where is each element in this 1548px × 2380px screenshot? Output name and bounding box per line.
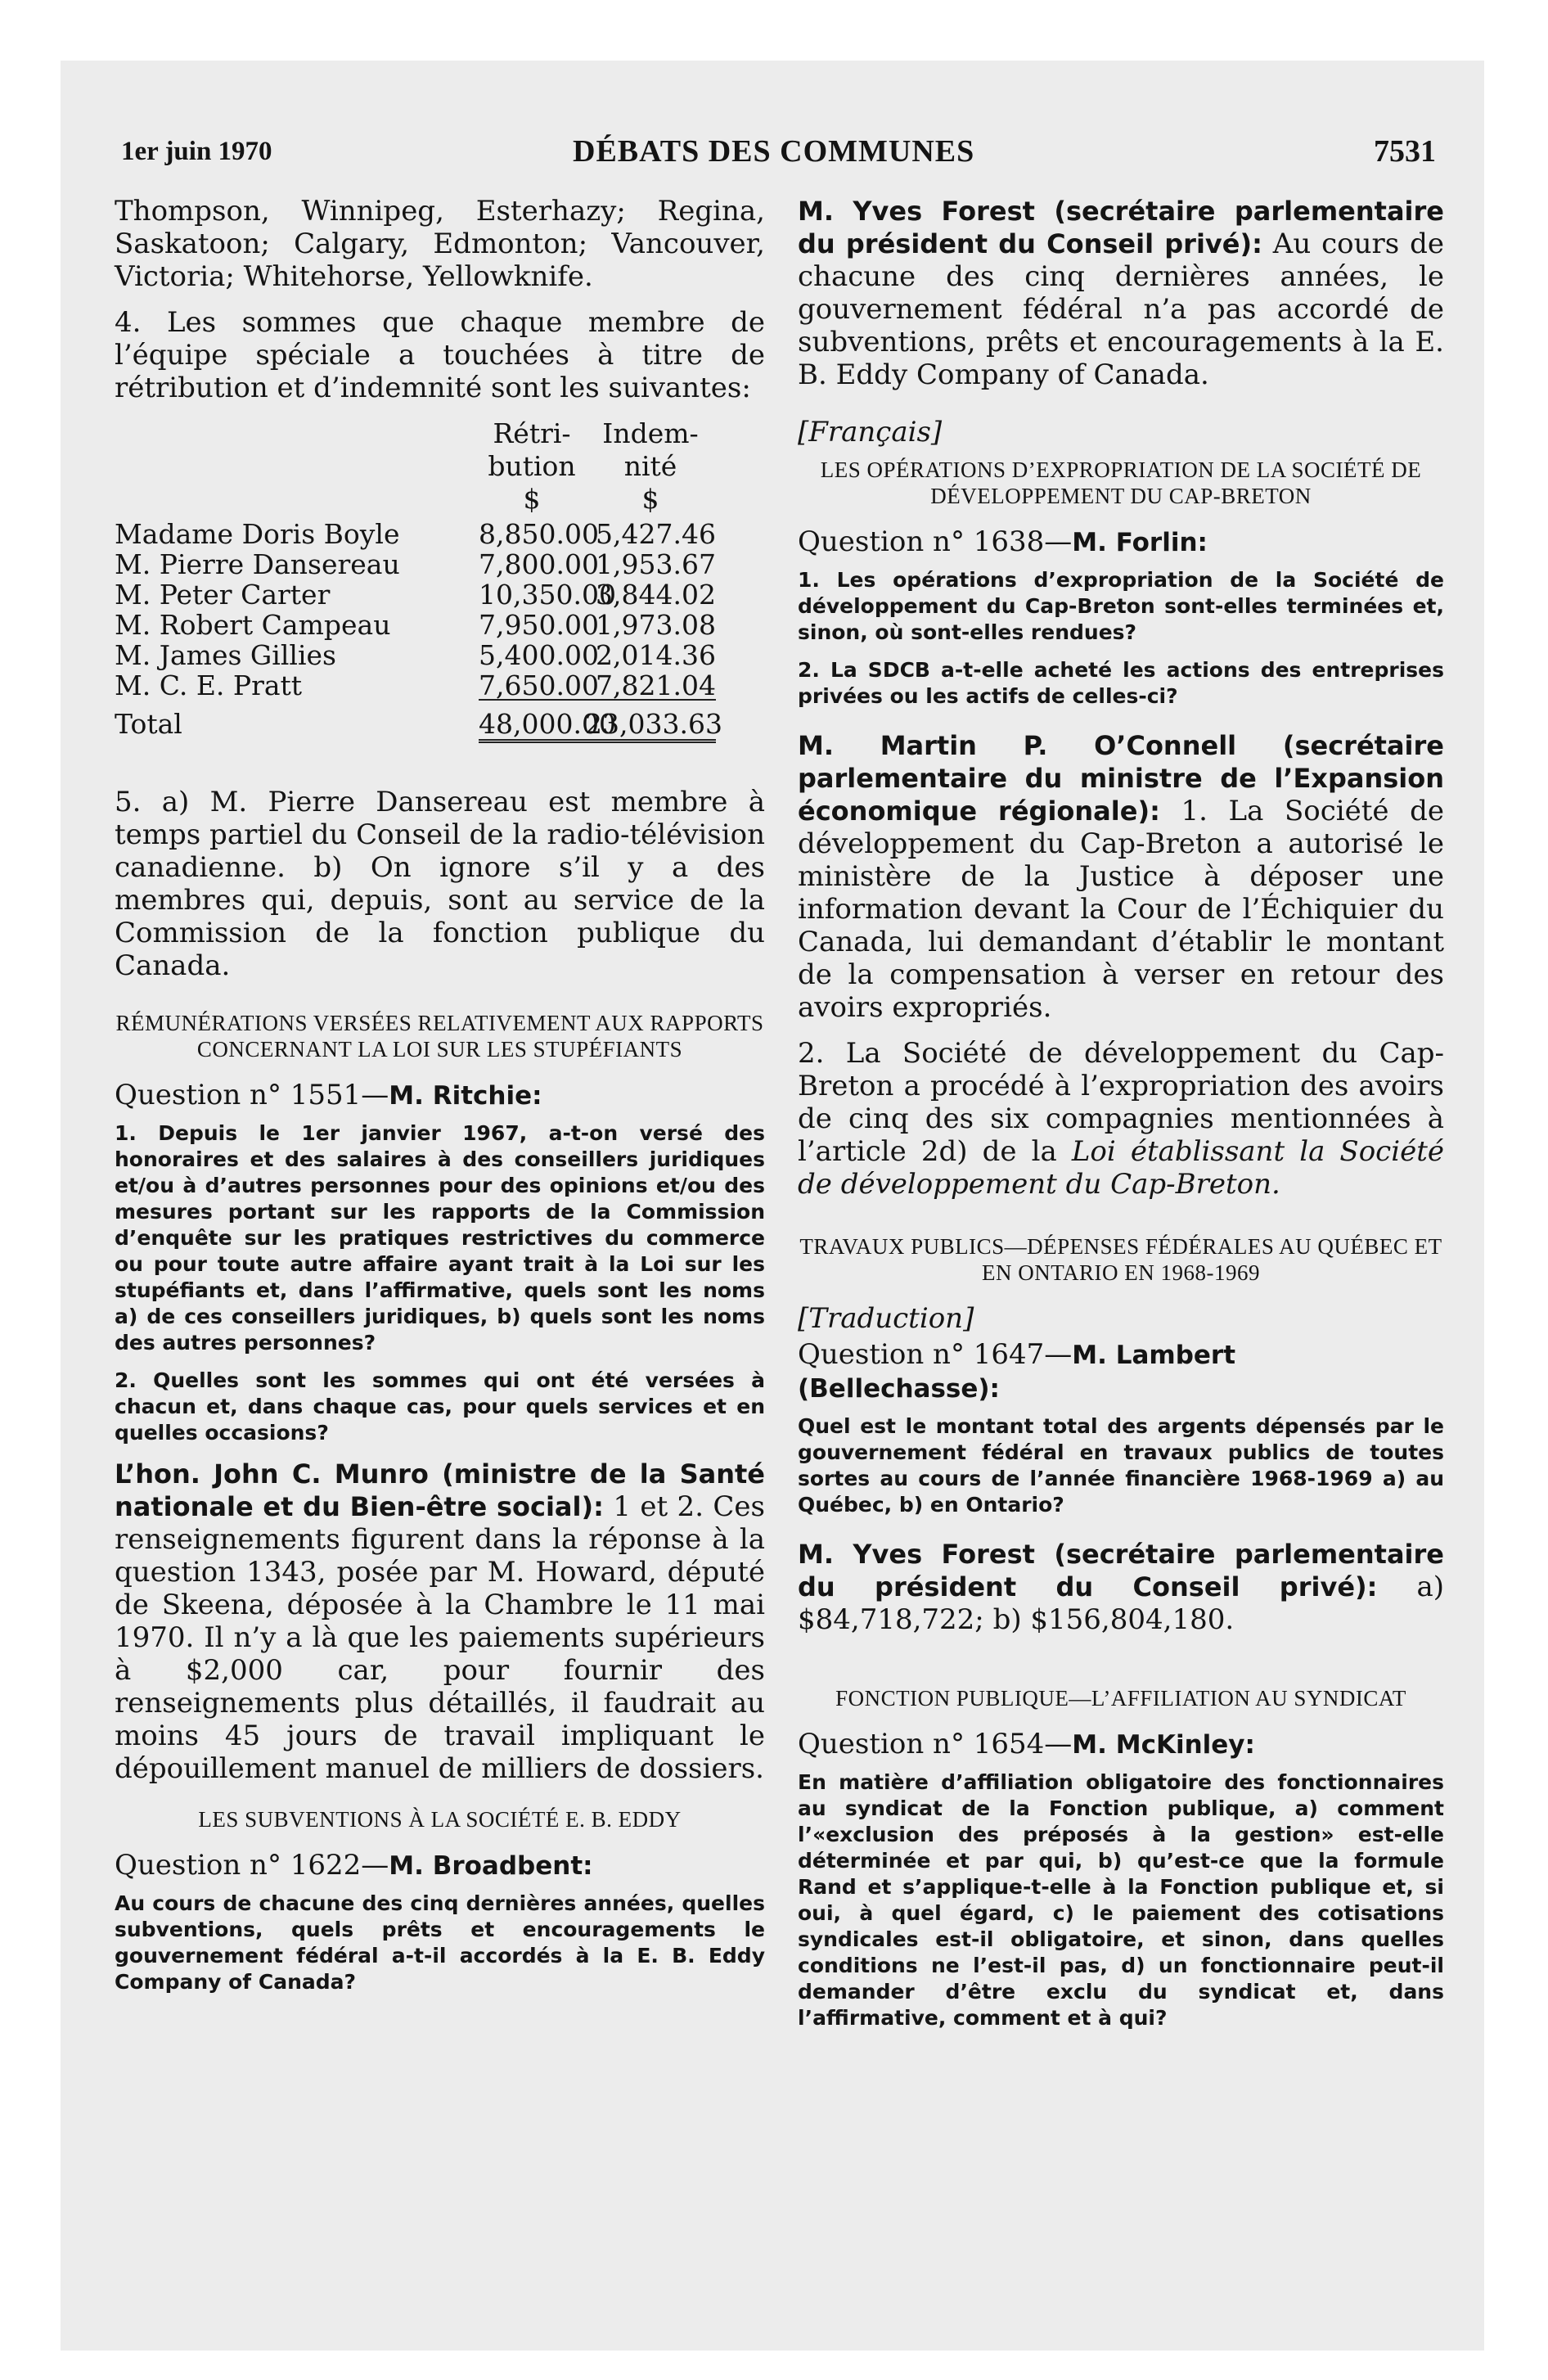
- law-title: Loi établissant la Société de développement du Cap-Breton.: [798, 1135, 1445, 1201]
- header-date: 1er juin 1970: [121, 137, 272, 166]
- total-indemnite: 23,033.63: [585, 705, 716, 743]
- row-retribution: 5,400.00: [479, 639, 599, 671]
- question-1638-part2: 2. La SDCB a-t-elle acheté les actions des entreprises privées ou les actifs de celles-ci?: [798, 658, 1444, 708]
- table-units: [115, 483, 765, 516]
- question-1638-part1: 1. Les opérations d’expropriation de la Société de développement du Cap-Breton sont-elles terminées et, sinon, où sont-elles rendues?: [798, 568, 1444, 644]
- row-indemnite: 1,973.08: [596, 609, 716, 641]
- answer-oconnell-2: 2. La Société de développement du Cap-Breton a procédé à l’expropriation des avoirs de cinq des six compagnies mentionnées à l’article 2d) de la Loi établissant la Société de développement du Cap-Breton.: [798, 1037, 1445, 1201]
- answer-oconnell: [798, 729, 1444, 1024]
- table-row: [115, 549, 765, 579]
- question-1654: [798, 1728, 1444, 1761]
- heading-fonction-publique: FONCTION PUBLIQUE—L’AFFILIATION AU SYNDICAT: [835, 1686, 1406, 1711]
- paragraph-5: 5. a) M. Pierre Dansereau est membre à temps partiel du Conseil de la radio-télévision canadienne. b) On ignore s’il y a des membres qui, depuis, sont au service de la Commission de la fonction publique du Canada.: [115, 786, 765, 982]
- question-1551: [115, 1079, 765, 1112]
- question-1647: [798, 1338, 1444, 1405]
- row-indemnite: 2,014.36: [596, 639, 716, 671]
- row-name: M. Pierre Dansereau: [115, 548, 400, 580]
- row-indemnite: 3,844.02: [596, 579, 716, 611]
- question-1551-part1: 1. Depuis le 1er janvier 1967, a-t-on versé des honoraires et des salaires à des conseillers juridiques et/ou à d’autres personnes pour des opinions et/ou des mesures portant sur les rapports de la Commission d’enquête sur les pratiques restrictives du commerce ou pour toute autre affaire ayant trait à la Loi sur les stupéfiants et, dans l’affirmative, quels sont les noms a) de ces conseillers juridiques, b) quels sont les noms des autres personnes?: [115, 1121, 765, 1355]
- col-unit-retribution: $: [523, 483, 541, 515]
- answer-oconnell-text1: 1. La Société de développement du Cap-Breton a autorisé le ministère de la Justice à déposer une information devant la Cour de l’Échiquier du Canada, lui demandant d’établir le montant de la compensation à verser en retour des avoirs expropriés.: [798, 795, 1444, 1024]
- question-1622: [115, 1849, 765, 1882]
- row-indemnite: 5,427.46: [596, 518, 716, 550]
- question-1654-text: En matière d’affiliation obligatoire des fonctionnaires au syndicat de la Fonction publique, a) comment l’«exclusion des préposés à la gestion» est-elle déterminée et par qui, b) qu’est-ce que la formule Rand et s’applique-t-elle à la Fonction publique et, si oui, à quel égard, c) le paiement des cotisations syndicales est-il obligatoire, et sinon, dans quelles conditions ne l’est-il pas, d) un fonctionnaire peut-il demander d’être exclu du syndicat et, dans l’affirmative, comment et à qui?: [798, 1770, 1444, 2030]
- language-francais: [Français]: [798, 416, 943, 449]
- question-member: M. Broadbent:: [389, 1851, 593, 1881]
- row-name: M. Peter Carter: [115, 579, 331, 611]
- question-label: Question n° 1638—: [798, 525, 1073, 558]
- col-unit-indemnite: $: [641, 483, 659, 515]
- row-name: Madame Doris Boyle: [115, 518, 400, 550]
- question-member: M. McKinley:: [1072, 1730, 1255, 1760]
- speaker-forest: M. Yves Forest (secrétaire parlementaire du président du Conseil privé):: [798, 1539, 1444, 1602]
- row-retribution: 8,850.00: [479, 518, 599, 550]
- right-column: [798, 195, 1444, 2043]
- table-row: [115, 610, 765, 640]
- heading-travaux: TRAVAUX PUBLICS—DÉPENSES FÉDÉRALES AU QUÉBEC ET EN ONTARIO EN 1968-1969: [799, 1234, 1442, 1285]
- question-member: M. Ritchie:: [389, 1081, 542, 1111]
- col-header-retribution: Rétri- bution: [488, 417, 576, 482]
- col-header-indemnite: Indem- nité: [602, 417, 699, 482]
- speaker-munro: L’hon. John C. Munro (ministre de la Santé nationale et du Bien-être social):: [115, 1458, 765, 1522]
- header-title: DÉBATS DES COMMUNES: [573, 134, 975, 169]
- total-label: Total: [115, 708, 182, 740]
- table-row: [115, 640, 765, 670]
- question-1647-text: Quel est le montant total des argents dépensés par le gouvernement fédéral en travaux publics de toutes sortes au cours de l’année financière 1968-1969 a) au Québec, b) en Ontario?: [798, 1414, 1444, 1517]
- row-name: M. C. E. Pratt: [115, 669, 303, 701]
- answer-forest-1-text: Au cours de chacune des cinq dernières années, le gouvernement fédéral n’a pas accordé de subventions, prêts et encouragements à la E. B. Eddy Company of Canada.: [798, 228, 1444, 391]
- question-label: Question n° 1551—: [115, 1079, 389, 1111]
- left-column: [115, 195, 765, 2007]
- answer-munro: [115, 1458, 765, 1785]
- header-page-number: 7531: [1374, 134, 1436, 169]
- question-member: M. Lambert (Bellechasse):: [798, 1341, 1236, 1404]
- table-total-row: [115, 705, 765, 743]
- total-retribution: 48,000.00: [479, 705, 585, 743]
- table-row: [115, 670, 765, 701]
- question-label: Question n° 1647—: [798, 1338, 1073, 1371]
- row-indemnite: 1,953.67: [596, 548, 716, 580]
- answer-forest-1: [798, 195, 1444, 391]
- payments-table: [115, 417, 765, 743]
- row-name: M. Robert Campeau: [115, 609, 391, 641]
- language-traduction: [Traduction]: [798, 1302, 974, 1335]
- paragraph-cities: Thompson, Winnipeg, Esterhazy; Regina, Saskatoon; Calgary, Edmonton; Vancouver, Victoria; Whitehorse, Yellowknife.: [115, 195, 765, 293]
- paragraph-4: 4. Les sommes que chaque membre de l’équipe spéciale a touchées à titre de rétribution et d’indemnité sont les suivantes:: [115, 306, 765, 404]
- answer-munro-text: 1 et 2. Ces renseignements figurent dans la réponse à la question 1343, posée par M. Howard, député de Skeena, déposée à la Chambre le 11 mai 1970. Il n’y a là que les paiements supérieurs à $2,000 car, pour fournir des renseignements plus détaillés, il faudrait au moins 45 jours de travail impliquant le dépouillement manuel de milliers de dossiers.: [115, 1490, 765, 1785]
- question-1551-part2: 2. Quelles sont les sommes qui ont été versées à chacun et, dans chaque cas, pour quels services et en quelles occasions?: [115, 1368, 765, 1445]
- row-retribution: 7,800.00: [479, 548, 599, 580]
- row-retribution: 7,650.00: [479, 669, 599, 701]
- row-retribution: 10,350.00: [479, 579, 616, 611]
- question-1638: [798, 525, 1444, 559]
- question-1622-text: Au cours de chacune des cinq dernières années, quelles subventions, quels prêts et encouragements le gouvernement fédéral a-t-il accordés à la E. B. Eddy Company of Canada?: [115, 1891, 765, 1994]
- question-member: M. Forlin:: [1072, 528, 1208, 557]
- speaker-oconnell: M. Martin P. O’Connell (secrétaire parlementaire du ministre de l’Expansion économique régionale):: [798, 730, 1444, 827]
- heading-eddy: LES SUBVENTIONS À LA SOCIÉTÉ E. B. EDDY: [198, 1807, 682, 1832]
- row-name: M. James Gillies: [115, 639, 336, 671]
- heading-expropriation: LES OPÉRATIONS D’EXPROPRIATION DE LA SOCIÉTÉ DE DÉVELOPPEMENT DU CAP-BRETON: [820, 458, 1422, 508]
- table-header: [115, 417, 765, 483]
- table-row: [115, 579, 765, 610]
- table-row: [115, 519, 765, 549]
- row-indemnite: 7,821.04: [585, 670, 716, 701]
- question-label: Question n° 1622—: [115, 1849, 389, 1882]
- answer-forest-2: [798, 1538, 1444, 1636]
- row-retribution: 7,950.00: [479, 609, 599, 641]
- answer-forest-2-text: a) $84,718,722; b) $156,804,180.: [798, 1571, 1445, 1636]
- heading-remunerations: RÉMUNÉRATIONS VERSÉES RELATIVEMENT AUX RAPPORTS CONCERNANT LA LOI SUR LES STUPÉFIANTS: [115, 1011, 764, 1062]
- speaker-forest: M. Yves Forest (secrétaire parlementaire du président du Conseil privé):: [798, 196, 1444, 259]
- question-label: Question n° 1654—: [798, 1728, 1073, 1760]
